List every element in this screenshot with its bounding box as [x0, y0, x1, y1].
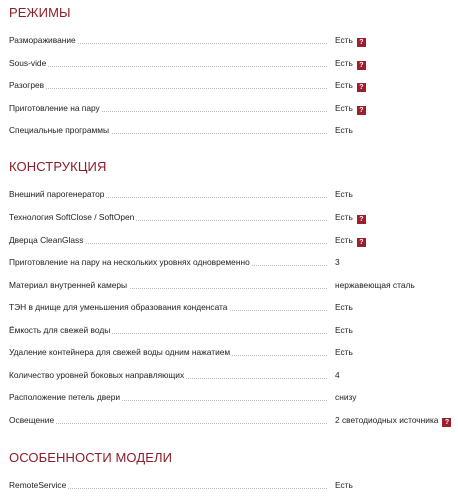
spec-row: [9, 189, 455, 203]
spec-value-text: Есть: [335, 302, 353, 312]
spec-value-text: Есть: [335, 189, 353, 199]
spec-row: [9, 35, 455, 49]
spec-value: [335, 189, 353, 199]
spec-value: [335, 392, 356, 402]
spec-row: [9, 325, 455, 339]
spec-value-text: Есть: [335, 347, 353, 357]
spec-value: [335, 415, 451, 427]
spec-value: [335, 103, 366, 115]
spec-value: [335, 35, 366, 47]
spec-label: Материал внутренней камеры: [9, 280, 128, 290]
spec-label: Количество уровней боковых направляющих: [9, 370, 185, 380]
help-icon[interactable]: ?: [357, 215, 366, 224]
spec-row: [9, 257, 455, 271]
spec-value-text: 2 светодиодных источника: [335, 415, 439, 425]
spec-row: [9, 480, 455, 494]
spec-row: [9, 302, 455, 316]
spec-row: [9, 370, 455, 384]
spec-row: [9, 347, 455, 361]
spec-label: Дверца CleanGlass: [9, 235, 84, 245]
spec-value-text: Есть: [335, 80, 353, 90]
spec-label: Освещение: [9, 415, 55, 425]
spec-row: [9, 103, 455, 117]
spec-value-text: Есть: [335, 480, 353, 490]
spec-label: Удаление контейнера для свежей воды одним нажатием: [9, 347, 231, 357]
spec-value-text: Есть: [335, 325, 353, 335]
spec-row: [9, 212, 455, 226]
spec-value: [335, 280, 415, 290]
spec-value: [335, 325, 353, 335]
spec-label: Приготовление на пару: [9, 103, 100, 113]
spec-label: Специальные программы: [9, 125, 110, 135]
spec-label: ТЭН в днище для уменьшения образования конденсата: [9, 302, 228, 312]
spec-value: [335, 80, 366, 92]
help-icon[interactable]: ?: [357, 83, 366, 92]
help-icon[interactable]: ?: [357, 61, 366, 70]
spec-value: [335, 125, 353, 135]
spec-label: Ёмкость для свежей воды: [9, 325, 111, 335]
spec-value: [335, 347, 353, 357]
dot-leader: [9, 423, 327, 424]
spec-value-text: нержавеющая сталь: [335, 280, 415, 290]
spec-label: Внешний парогенератор: [9, 189, 105, 199]
spec-value-text: Есть: [335, 35, 353, 45]
spec-value-text: снизу: [335, 392, 357, 402]
section-title-features: ОСОБЕННОСТИ МОДЕЛИ: [9, 450, 173, 465]
help-icon[interactable]: ?: [442, 418, 451, 427]
spec-value-text: Есть: [335, 125, 353, 135]
spec-label: Sous-vide: [9, 58, 47, 68]
spec-row: [9, 80, 455, 94]
spec-value-text: Есть: [335, 212, 353, 222]
spec-label: Технология SoftClose / SoftOpen: [9, 212, 135, 222]
section-title-modes: РЕЖИМЫ: [9, 5, 71, 20]
spec-row: [9, 415, 455, 429]
spec-row: [9, 125, 455, 139]
spec-value-text: Есть: [335, 235, 353, 245]
dot-leader: [9, 88, 327, 89]
spec-label: Приготовление на пару на нескольких уровнях одновременно: [9, 257, 250, 267]
spec-row: [9, 392, 455, 406]
spec-value: [335, 212, 366, 224]
spec-value: [335, 480, 353, 490]
spec-label: RemoteService: [9, 480, 67, 490]
spec-label: Расположение петель двери: [9, 392, 121, 402]
spec-row: [9, 58, 455, 72]
spec-value: [335, 257, 340, 267]
section-title-construction: КОНСТРУКЦИЯ: [9, 159, 107, 174]
spec-value-text: 4: [335, 370, 340, 380]
spec-row: [9, 280, 455, 294]
spec-value-text: Есть: [335, 103, 353, 113]
spec-label: Разогрев: [9, 80, 45, 90]
spec-row: [9, 235, 455, 249]
spec-value: [335, 58, 366, 70]
spec-label: Размораживание: [9, 35, 76, 45]
help-icon[interactable]: ?: [357, 38, 366, 47]
spec-value-text: Есть: [335, 58, 353, 68]
help-icon[interactable]: ?: [357, 238, 366, 247]
spec-value-text: 3: [335, 257, 340, 267]
spec-value: [335, 235, 366, 247]
spec-value: [335, 370, 340, 380]
spec-value: [335, 302, 353, 312]
help-icon[interactable]: ?: [357, 106, 366, 115]
dot-leader: [9, 66, 327, 67]
